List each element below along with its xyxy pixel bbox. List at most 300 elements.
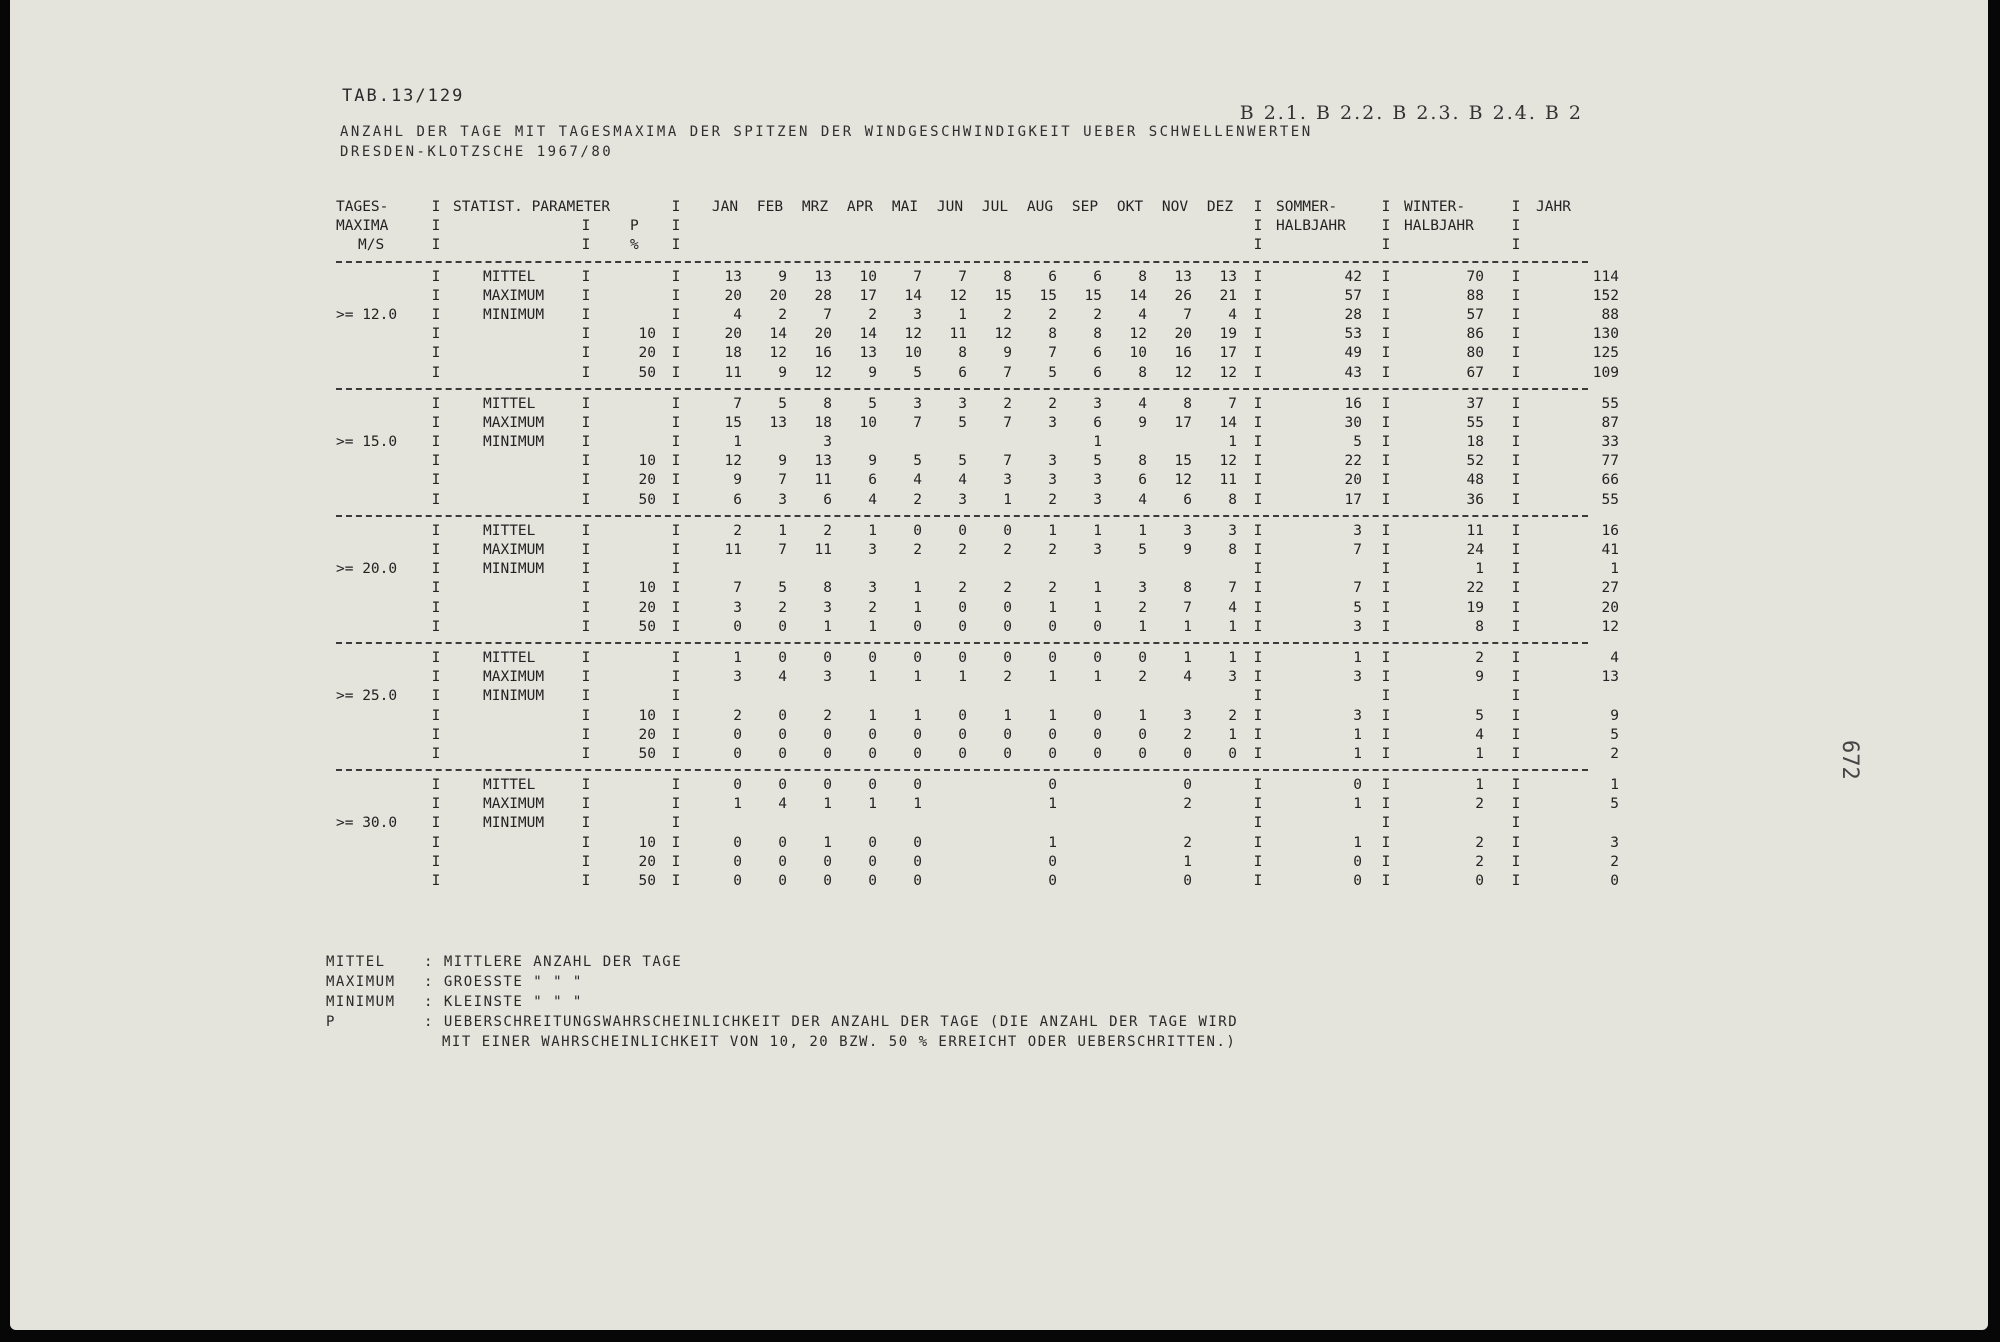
column-divider: I bbox=[1253, 287, 1263, 304]
month-value: 0 bbox=[778, 873, 787, 889]
sommer-value: 3 bbox=[1353, 669, 1362, 686]
parameter-label: MINIMUM bbox=[483, 815, 545, 832]
month-value: 0 bbox=[733, 618, 742, 635]
month-value: 9 bbox=[868, 453, 877, 470]
month-value: 2 bbox=[733, 707, 742, 724]
column-divider: I bbox=[1381, 669, 1391, 686]
table-row bbox=[328, 853, 1619, 872]
parameter-label: MITTEL bbox=[483, 649, 536, 666]
table-row bbox=[328, 745, 1619, 764]
column-divider: I bbox=[1511, 853, 1521, 870]
month-value: 1 bbox=[1093, 669, 1102, 686]
winter-value: 2 bbox=[1475, 853, 1484, 870]
p-value: 10 bbox=[638, 580, 656, 597]
column-divider: I bbox=[1253, 434, 1263, 451]
month-value: 2 bbox=[1003, 395, 1012, 412]
month-value: 5 bbox=[778, 395, 787, 412]
month-value: 8 bbox=[1138, 268, 1147, 285]
document-page bbox=[10, 0, 1988, 1330]
month-value: 0 bbox=[823, 853, 832, 870]
column-divider: I bbox=[431, 218, 441, 235]
jahr-value: 88 bbox=[1601, 306, 1619, 323]
month-value: 2 bbox=[958, 580, 967, 597]
column-divider: I bbox=[1381, 580, 1391, 597]
month-value: 3 bbox=[913, 395, 922, 412]
month-value: 0 bbox=[913, 522, 922, 539]
column-divider: I bbox=[581, 834, 591, 851]
month-value: 3 bbox=[823, 434, 832, 451]
month-value: 8 bbox=[1228, 491, 1237, 508]
header-month-aug: AUG bbox=[1026, 199, 1054, 215]
column-divider: I bbox=[671, 834, 681, 851]
header-month-mrz: MRZ bbox=[801, 199, 829, 215]
month-value: 7 bbox=[958, 268, 967, 285]
month-value: 17 bbox=[1174, 414, 1192, 431]
month-value: 0 bbox=[1138, 726, 1147, 743]
column-divider: I bbox=[671, 237, 681, 254]
column-divider: I bbox=[1511, 688, 1521, 705]
month-value: 16 bbox=[814, 345, 832, 362]
column-divider: I bbox=[581, 268, 591, 285]
header-month-jul: JUL bbox=[981, 199, 1009, 215]
table-row bbox=[328, 452, 1619, 471]
column-divider: I bbox=[581, 688, 591, 705]
month-value: 6 bbox=[1093, 364, 1102, 381]
table-row bbox=[328, 599, 1619, 618]
month-value: 0 bbox=[1048, 853, 1057, 870]
month-value: 15 bbox=[1039, 287, 1057, 304]
column-divider: I bbox=[1253, 561, 1263, 578]
month-value: 0 bbox=[778, 745, 787, 762]
month-value: 1 bbox=[913, 669, 922, 686]
header-row bbox=[328, 236, 1588, 255]
column-divider: I bbox=[431, 491, 441, 508]
table-id: TAB.13/129 bbox=[342, 86, 465, 106]
column-divider: I bbox=[1381, 453, 1391, 470]
column-divider: I bbox=[671, 268, 681, 285]
month-value: 8 bbox=[1183, 580, 1192, 597]
column-divider: I bbox=[1381, 199, 1391, 215]
month-value: 2 bbox=[1003, 580, 1012, 597]
column-divider: I bbox=[1381, 395, 1391, 412]
column-divider: I bbox=[1381, 237, 1391, 254]
month-value: 2 bbox=[1093, 306, 1102, 323]
column-divider: I bbox=[1381, 472, 1391, 489]
column-divider: I bbox=[581, 726, 591, 743]
winter-value: 52 bbox=[1466, 453, 1484, 470]
column-divider: I bbox=[1253, 599, 1263, 616]
sommer-value: 7 bbox=[1353, 580, 1362, 597]
month-value: 7 bbox=[1228, 395, 1237, 412]
month-value: 4 bbox=[778, 796, 787, 813]
column-divider: I bbox=[1253, 688, 1263, 705]
column-divider: I bbox=[431, 834, 441, 851]
month-value: 2 bbox=[913, 542, 922, 558]
sommer-value: 1 bbox=[1353, 745, 1362, 762]
column-divider: I bbox=[1511, 707, 1521, 724]
column-divider: I bbox=[431, 434, 441, 451]
column-divider: I bbox=[581, 364, 591, 381]
month-value: 0 bbox=[733, 834, 742, 851]
threshold-label: >= 25.0 bbox=[336, 688, 398, 705]
month-value: 21 bbox=[1219, 287, 1237, 304]
column-divider: I bbox=[1253, 580, 1263, 597]
table-row bbox=[328, 687, 1588, 706]
table-row bbox=[328, 287, 1619, 306]
month-value: 12 bbox=[904, 326, 922, 343]
column-divider: I bbox=[1253, 726, 1263, 743]
month-value: 11 bbox=[814, 542, 832, 558]
month-value: 0 bbox=[778, 649, 787, 666]
winter-value: 4 bbox=[1475, 726, 1484, 743]
month-value: 6 bbox=[958, 364, 967, 381]
column-divider: I bbox=[1511, 287, 1521, 304]
jahr-value: 27 bbox=[1601, 580, 1619, 597]
table-row bbox=[328, 649, 1619, 668]
month-value: 3 bbox=[958, 395, 967, 412]
month-value: 3 bbox=[733, 669, 742, 686]
column-divider: I bbox=[671, 599, 681, 616]
month-value: 4 bbox=[1138, 306, 1147, 323]
month-value: 2 bbox=[1048, 306, 1057, 323]
month-value: 3 bbox=[1048, 472, 1057, 489]
column-divider: I bbox=[1381, 834, 1391, 851]
column-divider: I bbox=[1253, 618, 1263, 635]
month-value: 3 bbox=[868, 542, 877, 558]
column-divider: I bbox=[1511, 649, 1521, 666]
header-month-jun: JUN bbox=[936, 199, 964, 215]
column-divider: I bbox=[581, 580, 591, 597]
parameter-label: MAXIMUM bbox=[483, 542, 545, 558]
column-divider: I bbox=[581, 796, 591, 813]
p-value: 20 bbox=[638, 599, 656, 616]
table-row bbox=[328, 541, 1619, 560]
header-p: P bbox=[630, 218, 639, 235]
month-value: 3 bbox=[868, 580, 877, 597]
jahr-value: 5 bbox=[1610, 726, 1619, 743]
header-row bbox=[328, 198, 1588, 217]
month-value: 8 bbox=[958, 345, 967, 362]
month-value: 6 bbox=[1138, 472, 1147, 489]
month-value: 1 bbox=[733, 434, 742, 451]
column-divider: I bbox=[671, 669, 681, 686]
column-divider: I bbox=[581, 472, 591, 489]
column-divider: I bbox=[1253, 853, 1263, 870]
jahr-value: 55 bbox=[1601, 491, 1619, 508]
sommer-value: 1 bbox=[1353, 796, 1362, 813]
month-value: 0 bbox=[1093, 745, 1102, 762]
p-value: 50 bbox=[638, 618, 656, 635]
heading-line-2: DRESDEN-KLOTZSCHE 1967/80 bbox=[340, 144, 614, 160]
month-value: 0 bbox=[778, 853, 787, 870]
month-value: 7 bbox=[823, 306, 832, 323]
p-value: 50 bbox=[638, 873, 656, 889]
month-value: 13 bbox=[1219, 268, 1237, 285]
header-month-dez: DEZ bbox=[1206, 199, 1234, 215]
month-value: 9 bbox=[778, 453, 787, 470]
month-value: 0 bbox=[733, 745, 742, 762]
column-divider: I bbox=[671, 796, 681, 813]
column-divider: I bbox=[431, 599, 441, 616]
parameter-label: MAXIMUM bbox=[483, 796, 545, 813]
month-value: 0 bbox=[958, 618, 967, 635]
header-month-okt: OKT bbox=[1116, 199, 1144, 215]
month-value: 7 bbox=[1003, 364, 1012, 381]
sommer-value: 20 bbox=[1344, 472, 1362, 489]
header-month-jan: JAN bbox=[711, 199, 739, 215]
column-divider: I bbox=[1511, 561, 1521, 578]
month-value: 0 bbox=[868, 873, 877, 889]
column-divider: I bbox=[1511, 395, 1521, 412]
sommer-value: 17 bbox=[1344, 491, 1362, 508]
month-value: 12 bbox=[1174, 472, 1192, 489]
parameter-label: MINIMUM bbox=[483, 306, 545, 323]
column-divider: I bbox=[1511, 326, 1521, 343]
month-value: 0 bbox=[913, 745, 922, 762]
jahr-value: 87 bbox=[1601, 414, 1619, 431]
month-value: 1 bbox=[1228, 726, 1237, 743]
column-divider: I bbox=[1511, 472, 1521, 489]
table-row bbox=[328, 795, 1619, 814]
month-value: 6 bbox=[823, 491, 832, 508]
p-value: 10 bbox=[638, 453, 656, 470]
table-row bbox=[328, 344, 1619, 363]
month-value: 2 bbox=[733, 522, 742, 539]
column-divider: I bbox=[1253, 326, 1263, 343]
jahr-value: 5 bbox=[1610, 796, 1619, 813]
column-divider: I bbox=[581, 873, 591, 889]
month-value: 3 bbox=[1183, 707, 1192, 724]
header-tages: M/S bbox=[358, 237, 385, 254]
legend-text: : KLEINSTE " " " bbox=[424, 994, 583, 1010]
jahr-value: 125 bbox=[1592, 345, 1619, 362]
sommer-value: 22 bbox=[1344, 453, 1362, 470]
column-divider: I bbox=[1511, 669, 1521, 686]
month-value: 12 bbox=[724, 453, 742, 470]
column-divider: I bbox=[1511, 580, 1521, 597]
table-row bbox=[328, 776, 1619, 795]
column-divider: I bbox=[671, 472, 681, 489]
month-value: 1 bbox=[868, 669, 877, 686]
column-divider: I bbox=[1253, 268, 1263, 285]
column-divider: I bbox=[1381, 364, 1391, 381]
month-value: 2 bbox=[823, 522, 832, 539]
month-value: 3 bbox=[1093, 491, 1102, 508]
month-value: 1 bbox=[733, 796, 742, 813]
month-value: 14 bbox=[769, 326, 787, 343]
dashed-rule bbox=[336, 769, 1588, 771]
header-row bbox=[328, 217, 1588, 236]
header-month-nov: NOV bbox=[1161, 199, 1189, 215]
column-divider: I bbox=[671, 726, 681, 743]
column-divider: I bbox=[581, 561, 591, 578]
month-value: 7 bbox=[1183, 306, 1192, 323]
month-value: 7 bbox=[913, 268, 922, 285]
jahr-value: 2 bbox=[1610, 853, 1619, 870]
month-value: 0 bbox=[823, 745, 832, 762]
month-value: 11 bbox=[949, 326, 967, 343]
winter-value: 19 bbox=[1466, 599, 1484, 616]
column-divider: I bbox=[1511, 726, 1521, 743]
legend-text: : GROESSTE " " " bbox=[424, 974, 583, 990]
sommer-value: 42 bbox=[1344, 268, 1362, 285]
column-divider: I bbox=[1253, 345, 1263, 362]
month-value: 13 bbox=[814, 268, 832, 285]
column-divider: I bbox=[1253, 237, 1263, 254]
column-divider: I bbox=[431, 414, 441, 431]
month-value: 6 bbox=[1093, 345, 1102, 362]
month-value: 0 bbox=[1183, 745, 1192, 762]
month-value: 1 bbox=[1183, 649, 1192, 666]
month-value: 10 bbox=[859, 414, 877, 431]
parameter-label: MITTEL bbox=[483, 777, 536, 794]
row-separator bbox=[328, 383, 1588, 395]
month-value: 5 bbox=[913, 364, 922, 381]
header-tages: MAXIMA bbox=[336, 218, 389, 235]
jahr-value: 66 bbox=[1601, 472, 1619, 489]
column-divider: I bbox=[1253, 707, 1263, 724]
table-row bbox=[328, 872, 1619, 891]
column-divider: I bbox=[1511, 834, 1521, 851]
month-value: 20 bbox=[724, 287, 742, 304]
column-divider: I bbox=[1511, 306, 1521, 323]
column-divider: I bbox=[1511, 364, 1521, 381]
month-value: 1 bbox=[913, 796, 922, 813]
table-row bbox=[328, 618, 1619, 637]
month-value: 1 bbox=[1228, 649, 1237, 666]
month-value: 10 bbox=[859, 268, 877, 285]
month-value: 2 bbox=[1048, 491, 1057, 508]
month-value: 0 bbox=[1048, 618, 1057, 635]
row-separator bbox=[328, 764, 1588, 776]
legend-key: MITTEL bbox=[326, 954, 386, 970]
month-value: 1 bbox=[1048, 834, 1057, 851]
month-value: 0 bbox=[733, 873, 742, 889]
month-value: 0 bbox=[913, 649, 922, 666]
table-row bbox=[328, 522, 1619, 541]
table-row bbox=[328, 707, 1619, 726]
column-divider: I bbox=[581, 618, 591, 635]
sommer-value: 5 bbox=[1353, 434, 1362, 451]
month-value: 7 bbox=[1003, 453, 1012, 470]
column-divider: I bbox=[1381, 707, 1391, 724]
header-winter: HALBJAHR bbox=[1404, 218, 1474, 235]
legend-text: : MITTLERE ANZAHL DER TAGE bbox=[424, 954, 683, 970]
header-statist-parameter: STATIST. PARAMETER bbox=[453, 199, 611, 215]
column-divider: I bbox=[1511, 453, 1521, 470]
month-value: 7 bbox=[1048, 345, 1057, 362]
header-month-feb: FEB bbox=[756, 199, 784, 215]
sommer-value: 57 bbox=[1344, 287, 1362, 304]
column-divider: I bbox=[1511, 777, 1521, 794]
column-divider: I bbox=[1253, 472, 1263, 489]
month-value: 4 bbox=[733, 306, 742, 323]
column-divider: I bbox=[431, 618, 441, 635]
month-value: 13 bbox=[859, 345, 877, 362]
column-divider: I bbox=[581, 287, 591, 304]
winter-value: 18 bbox=[1466, 434, 1484, 451]
month-value: 15 bbox=[1084, 287, 1102, 304]
column-divider: I bbox=[1381, 561, 1391, 578]
parameter-label: MINIMUM bbox=[483, 434, 545, 451]
column-divider: I bbox=[431, 726, 441, 743]
month-value: 3 bbox=[958, 491, 967, 508]
column-divider: I bbox=[1511, 599, 1521, 616]
column-divider: I bbox=[1253, 218, 1263, 235]
month-value: 9 bbox=[1003, 345, 1012, 362]
column-divider: I bbox=[671, 688, 681, 705]
month-value: 0 bbox=[1093, 707, 1102, 724]
sommer-value: 28 bbox=[1344, 306, 1362, 323]
column-divider: I bbox=[1381, 618, 1391, 635]
month-value: 5 bbox=[868, 395, 877, 412]
month-value: 2 bbox=[1138, 669, 1147, 686]
month-value: 0 bbox=[1003, 726, 1012, 743]
table-row bbox=[328, 491, 1619, 510]
column-divider: I bbox=[1253, 414, 1263, 431]
column-divider: I bbox=[1253, 796, 1263, 813]
column-divider: I bbox=[671, 542, 681, 558]
table-row bbox=[328, 668, 1619, 687]
month-value: 3 bbox=[913, 306, 922, 323]
month-value: 1 bbox=[1093, 434, 1102, 451]
p-value: 50 bbox=[638, 364, 656, 381]
month-value: 18 bbox=[814, 414, 832, 431]
sommer-value: 0 bbox=[1353, 777, 1362, 794]
column-divider: I bbox=[431, 669, 441, 686]
p-value: 10 bbox=[638, 834, 656, 851]
column-divider: I bbox=[431, 364, 441, 381]
month-value: 18 bbox=[724, 345, 742, 362]
column-divider: I bbox=[671, 395, 681, 412]
month-value: 1 bbox=[823, 796, 832, 813]
column-divider: I bbox=[671, 580, 681, 597]
month-value: 1 bbox=[733, 649, 742, 666]
month-value: 1 bbox=[868, 522, 877, 539]
month-value: 2 bbox=[1183, 796, 1192, 813]
p-value: 20 bbox=[638, 345, 656, 362]
month-value: 13 bbox=[814, 453, 832, 470]
winter-value: 1 bbox=[1475, 561, 1484, 578]
sommer-value: 1 bbox=[1353, 726, 1362, 743]
month-value: 20 bbox=[724, 326, 742, 343]
month-value: 0 bbox=[958, 745, 967, 762]
sommer-value: 3 bbox=[1353, 707, 1362, 724]
winter-value: 2 bbox=[1475, 834, 1484, 851]
column-divider: I bbox=[431, 199, 441, 215]
month-value: 1 bbox=[1093, 522, 1102, 539]
month-value: 6 bbox=[1183, 491, 1192, 508]
jahr-value: 109 bbox=[1592, 364, 1619, 381]
month-value: 1 bbox=[1003, 491, 1012, 508]
column-divider: I bbox=[1381, 306, 1391, 323]
month-value: 10 bbox=[904, 345, 922, 362]
column-divider: I bbox=[671, 414, 681, 431]
month-value: 3 bbox=[1003, 472, 1012, 489]
winter-value: 2 bbox=[1475, 649, 1484, 666]
column-divider: I bbox=[1381, 777, 1391, 794]
month-value: 4 bbox=[958, 472, 967, 489]
column-divider: I bbox=[431, 796, 441, 813]
sommer-value: 43 bbox=[1344, 364, 1362, 381]
month-value: 3 bbox=[778, 491, 787, 508]
month-value: 0 bbox=[913, 873, 922, 889]
month-value: 15 bbox=[1174, 453, 1192, 470]
month-value: 8 bbox=[823, 580, 832, 597]
month-value: 2 bbox=[1048, 580, 1057, 597]
column-divider: I bbox=[1381, 853, 1391, 870]
column-divider: I bbox=[671, 873, 681, 889]
